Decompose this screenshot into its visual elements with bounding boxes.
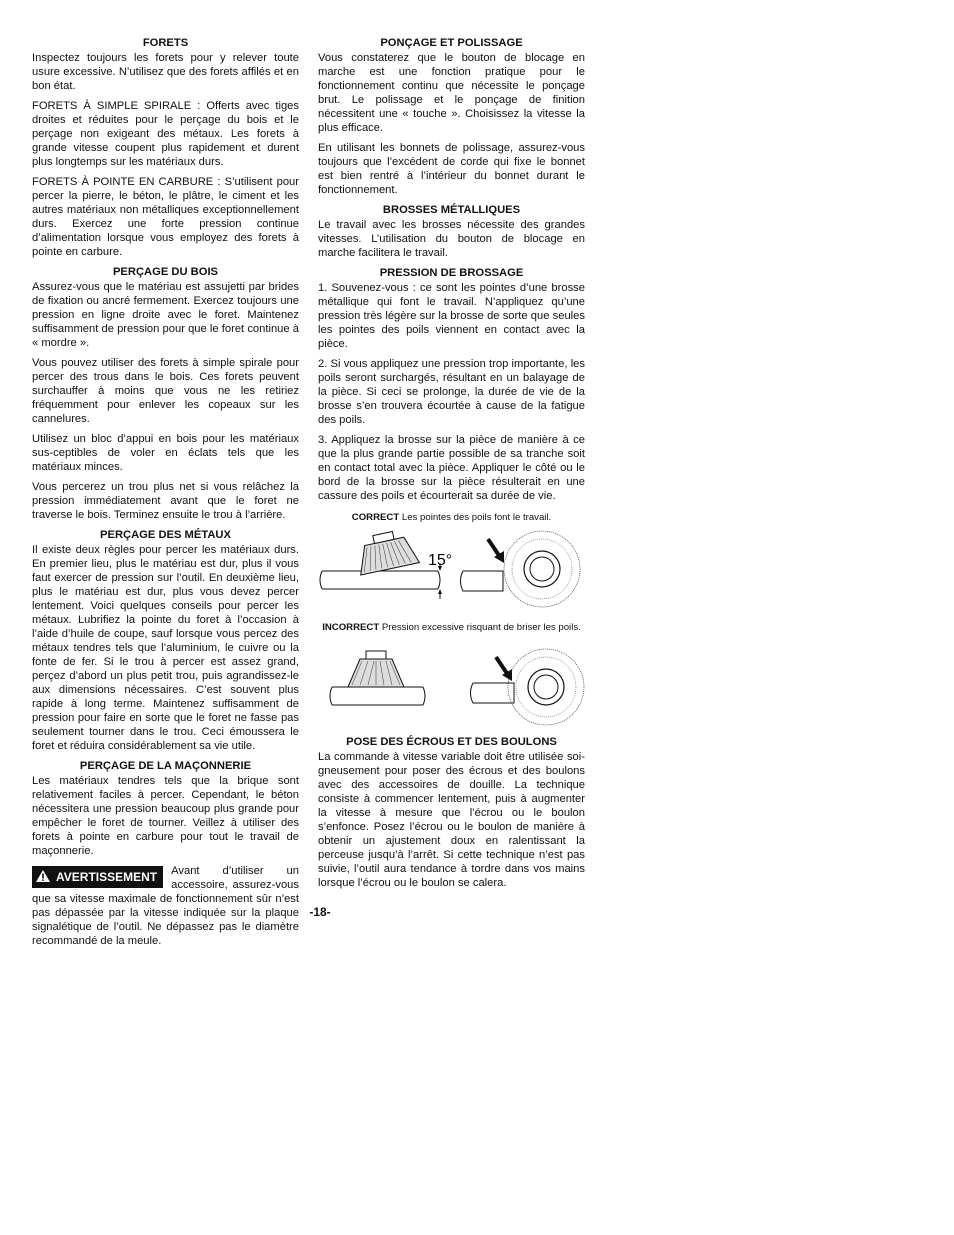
figure-incorrect [318, 621, 585, 731]
figure-caption: INCORRECT Pression excessive risquant de briser les poils. [322, 622, 581, 633]
left-column [32, 36, 299, 954]
paragraph: 3. Appliquez la brosse sur la pièce de manière à ce que la plus grande partie possible de sa tranche soit en contact total avec la pièce. Appliquer le côté ou le bord de la brosse sur la pièce résulterait en une cassure des poils et écourterait sa durée de vie. [318, 434, 585, 502]
paragraph: 2. Si vous appliquez une pression trop importante, les poils seront surchargés, résultant en un balayage de la pièce. Si ceci se prolonge, la durée de vie de la brosse s’en trouvera écourtée à cause de la fatigue des poils. [318, 358, 585, 426]
brush-incorrect-illustration [318, 639, 585, 727]
paragraph: 1. Souvenez-vous : ce sont les pointes d’une brosse métallique qui font le travail. N’appliquez qu’une pression très légère sur la brosse de sorte que seules les pointes des poils viennent en contact avec la pièce. [318, 282, 585, 350]
paragraph: Vous pouvez utiliser des forets à simple spirale pour percer des trous dans le bois. Ces forets peuvent surchauffer à moins que vous ne les retiriez fréquemment pour enlever les copeaux sur les cannelures. [32, 357, 299, 425]
section-title-pression: PRESSION DE BROSSAGE [379, 267, 524, 279]
paragraph: Inspectez toujours les forets pour y relever toute usure excessive. N’utilisez que des forets affilés et en bon état. [32, 52, 299, 92]
section-title-forets: FORETS [142, 37, 189, 49]
warning-triangle-icon [36, 870, 50, 885]
paragraph: Vous percerez un trou plus net si vous relâchez la pression immédiatement avant que le foret ne traverse le bois. Terminez ensuite le trou à l’arrière. [32, 481, 299, 521]
paragraph: Vous constaterez que le bouton de blocage en marche est une fonction pratique pour le fonctionnement continu que nécessite le ponçage brut. Le polissage et le ponçage de finition nécessitent une « touche ». Choisissez la vitesse la plus efficace. [318, 52, 585, 134]
paragraph: FORETS À SIMPLE SPIRALE : Offerts avec tiges droites et réduites pour le perçage du bois et le perçage non exigeant des métaux. Les forets à grande vitesse coupent plus rapidement et durent plus longtemps sur les matériaux durs. [32, 100, 299, 168]
section-title-brosses: BROSSES MÉTALLIQUES [382, 204, 521, 216]
paragraph: Il existe deux règles pour percer les matériaux durs. En premier lieu, plus le matériau est dur, plus il vous faut exercer de pression sur l’outil. En deuxième lieu, plus le matériau est dur, plus vous devez percer lentement. Voici quelques conseils pour percer les métaux. Lubrifiez la pointe du foret à l’occasion à l’aide d’huile de coupe, sauf lorsque vous percez des métaux tendres tels que l’aluminium, le cuivre ou la fonte de fer. Si le trou à percer est assez grand, perçez d’abord un plus petit trou, puis agrandissez-le aux dimensions nécessaires. C’est souvent plus rapide à long terme. Maintenez suffisamment de pression pour faire en sorte que le foret ne fasse pas seulement tourner dans le trou. Ceci émoussera le foret et réduira considérablement sa vie utile. [32, 544, 299, 752]
section-title-percage-maconnerie: PERÇAGE DE LA MAÇONNERIE [79, 760, 252, 772]
wheel-brush-icon [508, 649, 584, 725]
section-title-percage-bois: PERÇAGE DU BOIS [112, 266, 219, 278]
right-column [318, 36, 585, 896]
paragraph: Assurez-vous que le matériau est assujetti par brides de fixation ou ancré fermement. Exercez toujours une pression en ligne droite avec le foret. Maintenez suffisamment de pression pour que le foret continue à « mordre ». [32, 281, 299, 349]
wheel-brush-icon [504, 531, 580, 607]
section-title-pose: POSE DES ÉCROUS ET DES BOULONS [346, 736, 557, 748]
paragraph: Utilisez un bloc d’appui en bois pour les matériaux sus-ceptibles de voler en éclats tels que les matériaux minces. [32, 433, 299, 473]
paragraph: Les matériaux tendres tels que la brique sont relativement faciles à percer. Cependant, le béton nécessitera une pression beaucoup plus grande pour empêcher le foret de tourner. Veillez à utiliser des forets à pointe en carbure pour tout le travail de maçonnerie. [32, 775, 299, 857]
warning-label: AVERTISSEMENT [56, 870, 158, 884]
page-number: -18- [309, 905, 331, 919]
paragraph: La commande à vitesse variable doit être utilisée soi-gneusement pour poser des écrous et des boulons avec des accessoires de douille. La technique consiste à commencer lentement, puis à augmenter la vitesse à mesure que l’écrou ou le boulon s’enfonce. Posez l’écrou ou le boulon de manière à obtenir un ajustement doux en ralentissant la perceuse jusqu’à l’arrêt. Si cette technique n’est pas suivie, l’outil aura tendance à tordre dans vos mains lorsque l’écrou ou le boulon se calera. [318, 751, 585, 889]
brush-correct-illustration [318, 529, 585, 609]
paragraph: Le travail avec les brosses nécessite des grandes vitesses. L’utilisation du bouton de blocage en marche facilitera le travail. [318, 219, 585, 259]
section-title-percage-metaux: PERÇAGE DES MÉTAUX [100, 529, 231, 541]
paragraph: FORETS À POINTE EN CARBURE : S’utilisent pour percer la pierre, le béton, le plâtre, le ciment et les autres matériaux non métalliques exceptionnellement durs. Exercez une forte pression continue d’alimentation lorsque vous employez des forets à pointe en carbure. [32, 176, 299, 258]
angle-label: 15° [428, 552, 453, 569]
warning-text: Avant d’utiliser un accessoire, assurez-vous que sa vitesse maximale de fonctionnement sûr n’est pas dépassée par la vitesse indiquée sur la plaque signalétique de l’outil. Ne dépassez pas le diamètre recommandé de la meule. [32, 865, 299, 947]
figure-correct [318, 511, 585, 613]
figure-caption: CORRECT Les pointes des poils font le travail. [351, 512, 552, 523]
warning-badge [32, 866, 163, 888]
paragraph: En utilisant les bonnets de polissage, assurez-vous toujours que l’excédent de corde qui fixe le bonnet est bien rentré à l’intérieur du bonnet durant le fonctionnement. [318, 142, 585, 196]
section-title-poncage: PONÇAGE ET POLISSAGE [380, 37, 523, 49]
